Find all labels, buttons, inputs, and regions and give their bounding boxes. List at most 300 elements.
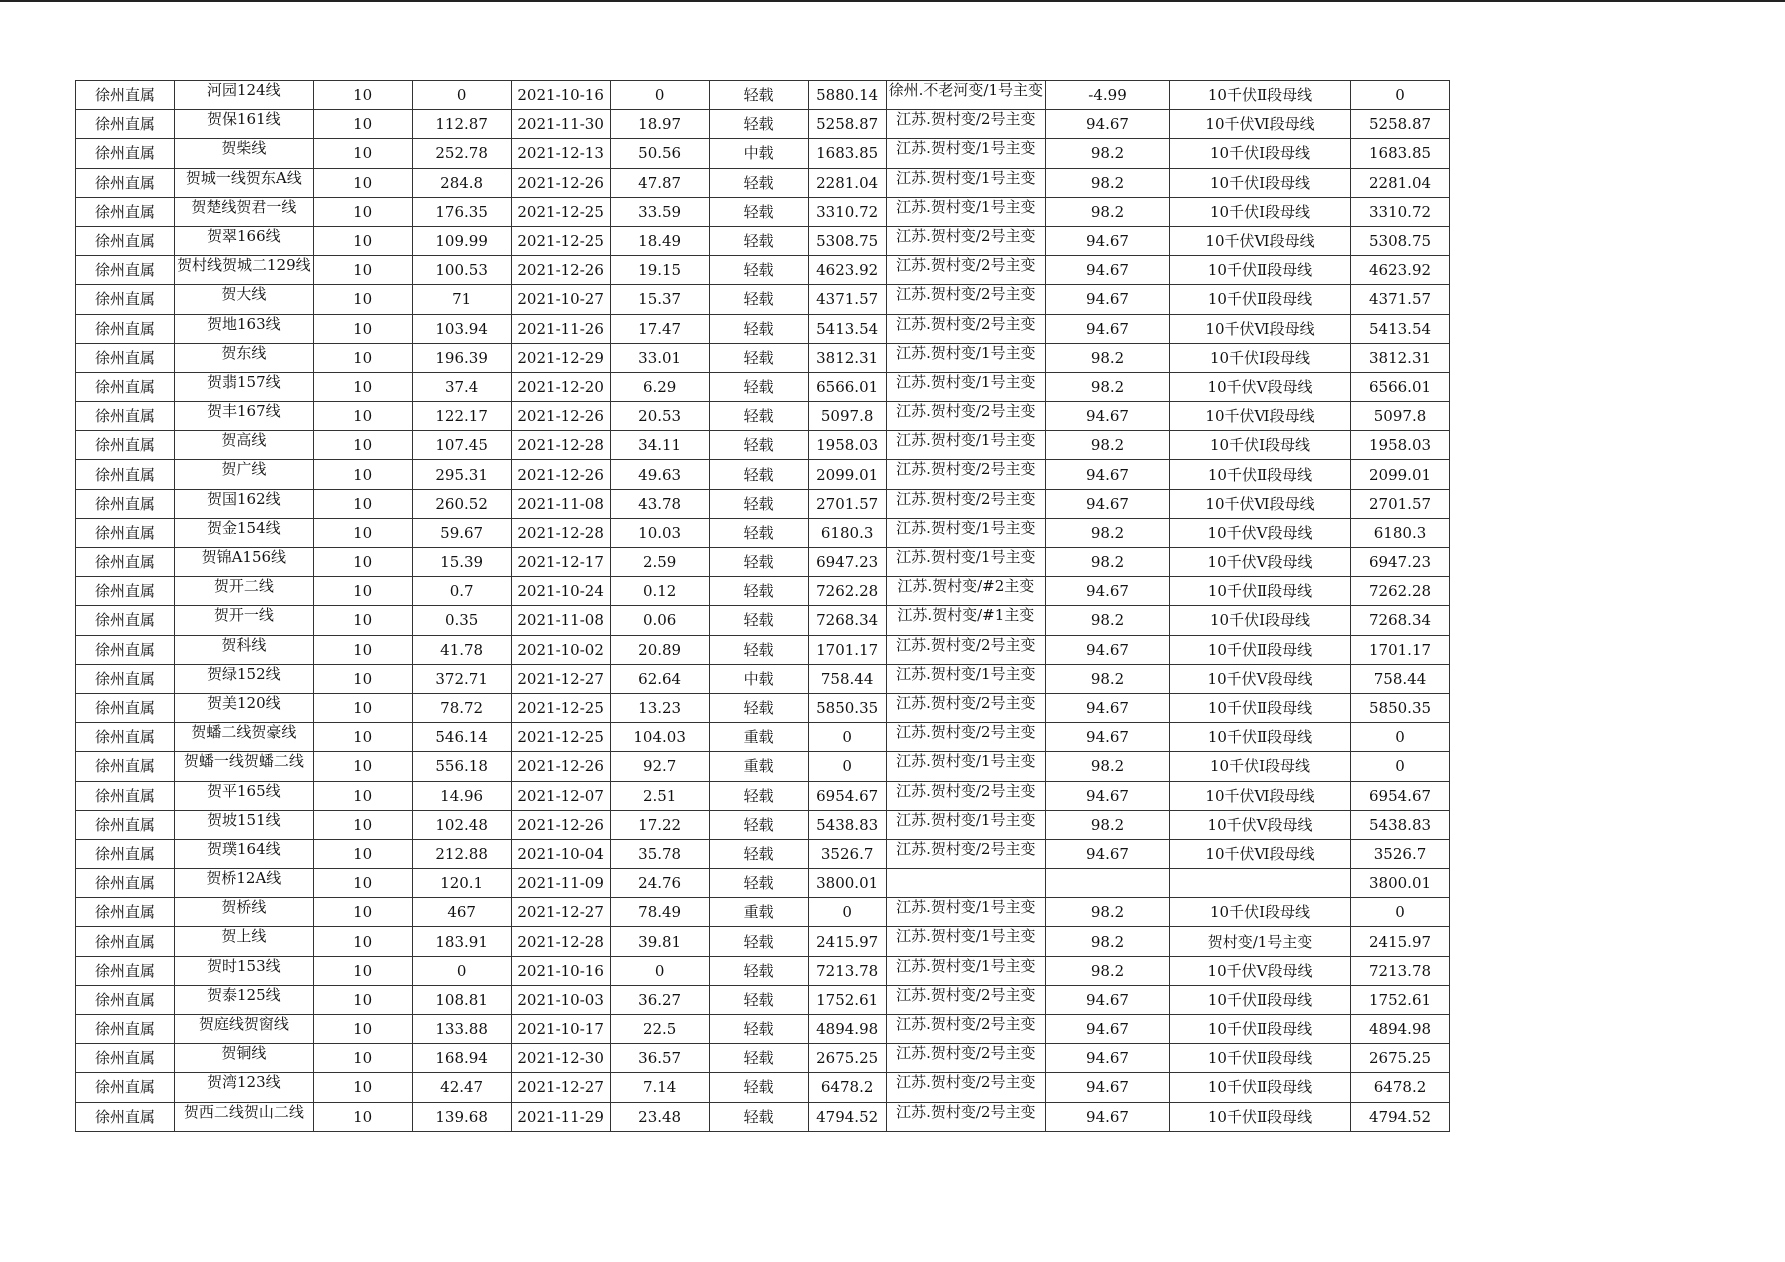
cell-bus: 10千伏Ⅵ段母线 [1170, 781, 1351, 810]
cell-remaining-capacity: 5258.87 [808, 110, 886, 139]
cell-load-level: 轻载 [709, 402, 808, 431]
cell-load-level: 轻载 [709, 110, 808, 139]
cell-load-rate: 43.78 [610, 489, 709, 518]
cell-load-rate: 23.48 [610, 1102, 709, 1131]
cell-unit: 徐州直属 [76, 869, 175, 898]
table-row [76, 489, 1450, 518]
cell-remaining-capacity: 3526.7 [808, 839, 886, 868]
cell-bus-remaining-capacity: 1683.85 [1351, 139, 1450, 168]
cell-unit: 徐州直属 [76, 693, 175, 722]
cell-line: 贺时153线 [175, 956, 314, 985]
cell-date: 2021-12-27 [511, 664, 610, 693]
cell-max-load: 0 [412, 956, 511, 985]
cell-bus-remaining-capacity: 4623.92 [1351, 256, 1450, 285]
cell-date: 2021-10-16 [511, 81, 610, 110]
table-row [76, 285, 1450, 314]
cell-load-level: 轻载 [709, 256, 808, 285]
cell-remaining-capacity: 2675.25 [808, 1044, 886, 1073]
cell-voltage: 10 [313, 869, 412, 898]
cell-load-rate: 10.03 [610, 518, 709, 547]
cell-max-load: 196.39 [412, 343, 511, 372]
cell-load-rate: 36.27 [610, 985, 709, 1014]
cell-bus: 10千伏Ⅱ段母线 [1170, 1102, 1351, 1131]
cell-max-load: 0.7 [412, 577, 511, 606]
cell-remaining-capacity: 2281.04 [808, 168, 886, 197]
cell-remaining-capacity: 5438.83 [808, 810, 886, 839]
cell-max-load: 139.68 [412, 1102, 511, 1131]
cell-voltage: 10 [313, 110, 412, 139]
cell-load-level: 轻载 [709, 81, 808, 110]
cell-bus-remaining-capacity: 2701.57 [1351, 489, 1450, 518]
cell-remaining-capacity: 1752.61 [808, 985, 886, 1014]
cell-transformer-capacity: 94.67 [1046, 781, 1170, 810]
cell-line: 贺东线 [175, 343, 314, 372]
cell-date: 2021-10-04 [511, 839, 610, 868]
cell-bus-remaining-capacity: 2099.01 [1351, 460, 1450, 489]
cell-bus: 10千伏Ⅱ段母线 [1170, 577, 1351, 606]
cell-voltage: 10 [313, 781, 412, 810]
cell-max-load: 0.35 [412, 606, 511, 635]
cell-line: 贺翡157线 [175, 372, 314, 401]
cell-transformer: 江苏.贺村变/1号主变 [886, 197, 1045, 226]
table-row [76, 372, 1450, 401]
cell-unit: 徐州直属 [76, 839, 175, 868]
cell-transformer-capacity: 94.67 [1046, 723, 1170, 752]
cell-transformer-capacity: 94.67 [1046, 402, 1170, 431]
cell-max-load: 467 [412, 898, 511, 927]
cell-date: 2021-12-26 [511, 810, 610, 839]
table-row [76, 402, 1450, 431]
cell-bus-remaining-capacity: 5413.54 [1351, 314, 1450, 343]
table-row [76, 548, 1450, 577]
cell-load-level: 轻载 [709, 1073, 808, 1102]
cell-max-load: 42.47 [412, 1073, 511, 1102]
cell-transformer-capacity: 98.2 [1046, 927, 1170, 956]
cell-load-level: 轻载 [709, 985, 808, 1014]
cell-line: 贺开二线 [175, 577, 314, 606]
cell-transformer: 江苏.贺村变/2号主变 [886, 489, 1045, 518]
table-row [76, 1044, 1450, 1073]
cell-voltage: 10 [313, 81, 412, 110]
load-data-table [75, 80, 1450, 1132]
cell-max-load: 102.48 [412, 810, 511, 839]
cell-date: 2021-12-28 [511, 518, 610, 547]
cell-load-rate: 35.78 [610, 839, 709, 868]
table-row [76, 781, 1450, 810]
cell-transformer-capacity: 94.67 [1046, 314, 1170, 343]
cell-unit: 徐州直属 [76, 1044, 175, 1073]
cell-max-load: 212.88 [412, 839, 511, 868]
table-row [76, 927, 1450, 956]
cell-load-level: 轻载 [709, 1102, 808, 1131]
cell-line: 贺保161线 [175, 110, 314, 139]
cell-transformer: 江苏.贺村变/1号主变 [886, 431, 1045, 460]
cell-load-rate: 20.89 [610, 635, 709, 664]
cell-bus: 贺村变/1号主变 [1170, 927, 1351, 956]
cell-load-level: 轻载 [709, 431, 808, 460]
cell-bus: 10千伏Ⅱ段母线 [1170, 1044, 1351, 1073]
cell-load-level: 轻载 [709, 518, 808, 547]
cell-transformer-capacity: 98.2 [1046, 139, 1170, 168]
cell-voltage: 10 [313, 489, 412, 518]
cell-load-rate: 0 [610, 956, 709, 985]
cell-remaining-capacity: 4794.52 [808, 1102, 886, 1131]
cell-line: 贺绿152线 [175, 664, 314, 693]
cell-remaining-capacity: 3800.01 [808, 869, 886, 898]
cell-load-rate: 33.59 [610, 197, 709, 226]
cell-voltage: 10 [313, 1015, 412, 1044]
cell-voltage: 10 [313, 168, 412, 197]
cell-voltage: 10 [313, 752, 412, 781]
cell-load-rate: 39.81 [610, 927, 709, 956]
cell-voltage: 10 [313, 402, 412, 431]
cell-unit: 徐州直属 [76, 1015, 175, 1044]
table-row [76, 1073, 1450, 1102]
table-row [76, 256, 1450, 285]
cell-bus: 10千伏Ⅴ段母线 [1170, 664, 1351, 693]
cell-transformer-capacity: 98.2 [1046, 606, 1170, 635]
cell-line: 贺村线贺城二129线 [175, 256, 314, 285]
cell-voltage: 10 [313, 343, 412, 372]
cell-voltage: 10 [313, 314, 412, 343]
cell-transformer: 江苏.贺村变/1号主变 [886, 664, 1045, 693]
cell-line: 贺西二线贺山二线 [175, 1102, 314, 1131]
cell-remaining-capacity: 4623.92 [808, 256, 886, 285]
cell-max-load: 133.88 [412, 1015, 511, 1044]
cell-transformer-capacity: -4.99 [1046, 81, 1170, 110]
cell-max-load: 37.4 [412, 372, 511, 401]
cell-transformer: 江苏.贺村变/2号主变 [886, 460, 1045, 489]
cell-bus-remaining-capacity: 3526.7 [1351, 839, 1450, 868]
cell-max-load: 295.31 [412, 460, 511, 489]
cell-voltage: 10 [313, 372, 412, 401]
cell-date: 2021-12-25 [511, 723, 610, 752]
cell-load-level: 轻载 [709, 606, 808, 635]
cell-load-rate: 15.37 [610, 285, 709, 314]
cell-bus-remaining-capacity: 3812.31 [1351, 343, 1450, 372]
cell-load-rate: 0.06 [610, 606, 709, 635]
cell-bus-remaining-capacity: 5438.83 [1351, 810, 1450, 839]
cell-max-load: 15.39 [412, 548, 511, 577]
cell-voltage: 10 [313, 985, 412, 1014]
cell-load-rate: 13.23 [610, 693, 709, 722]
cell-transformer-capacity: 94.67 [1046, 635, 1170, 664]
cell-bus: 10千伏Ⅰ段母线 [1170, 197, 1351, 226]
cell-load-level: 轻载 [709, 372, 808, 401]
cell-load-level: 轻载 [709, 489, 808, 518]
cell-max-load: 112.87 [412, 110, 511, 139]
cell-line: 贺城一线贺东A线 [175, 168, 314, 197]
cell-transformer-capacity: 98.2 [1046, 197, 1170, 226]
cell-bus-remaining-capacity: 7262.28 [1351, 577, 1450, 606]
page-top-rule [0, 0, 1785, 2]
cell-transformer: 江苏.贺村变/1号主变 [886, 139, 1045, 168]
cell-line: 贺泰125线 [175, 985, 314, 1014]
cell-transformer-capacity: 98.2 [1046, 343, 1170, 372]
cell-transformer: 江苏.贺村变/2号主变 [886, 723, 1045, 752]
cell-max-load: 107.45 [412, 431, 511, 460]
table-row [76, 343, 1450, 372]
cell-line: 贺蟠二线贺豪线 [175, 723, 314, 752]
cell-voltage: 10 [313, 460, 412, 489]
cell-line: 贺上线 [175, 927, 314, 956]
cell-date: 2021-12-25 [511, 226, 610, 255]
cell-unit: 徐州直属 [76, 110, 175, 139]
table-row [76, 723, 1450, 752]
cell-max-load: 122.17 [412, 402, 511, 431]
table-row [76, 226, 1450, 255]
cell-remaining-capacity: 6566.01 [808, 372, 886, 401]
cell-transformer: 江苏.贺村变/1号主变 [886, 752, 1045, 781]
cell-unit: 徐州直属 [76, 606, 175, 635]
cell-load-rate: 18.49 [610, 226, 709, 255]
table-row [76, 518, 1450, 547]
cell-bus-remaining-capacity: 3310.72 [1351, 197, 1450, 226]
cell-line: 贺科线 [175, 635, 314, 664]
cell-line: 贺广线 [175, 460, 314, 489]
cell-load-level: 轻载 [709, 460, 808, 489]
cell-max-load: 284.8 [412, 168, 511, 197]
table-row [76, 577, 1450, 606]
cell-bus-remaining-capacity: 758.44 [1351, 664, 1450, 693]
cell-load-level: 中载 [709, 664, 808, 693]
cell-bus-remaining-capacity: 1752.61 [1351, 985, 1450, 1014]
cell-transformer-capacity: 94.67 [1046, 1102, 1170, 1131]
cell-date: 2021-10-02 [511, 635, 610, 664]
table-body [76, 81, 1450, 1132]
cell-voltage: 10 [313, 431, 412, 460]
cell-load-rate: 49.63 [610, 460, 709, 489]
cell-load-rate: 17.47 [610, 314, 709, 343]
cell-date: 2021-12-30 [511, 1044, 610, 1073]
cell-date: 2021-11-08 [511, 606, 610, 635]
cell-remaining-capacity: 7213.78 [808, 956, 886, 985]
cell-line: 贺桥12A线 [175, 869, 314, 898]
cell-load-level: 轻载 [709, 781, 808, 810]
cell-remaining-capacity: 6180.3 [808, 518, 886, 547]
cell-remaining-capacity: 0 [808, 723, 886, 752]
table-row [76, 1102, 1450, 1131]
cell-remaining-capacity: 5880.14 [808, 81, 886, 110]
table-row [76, 839, 1450, 868]
cell-bus: 10千伏Ⅱ段母线 [1170, 285, 1351, 314]
cell-load-level: 轻载 [709, 693, 808, 722]
cell-transformer-capacity: 98.2 [1046, 548, 1170, 577]
cell-date: 2021-12-20 [511, 372, 610, 401]
cell-transformer: 江苏.贺村变/2号主变 [886, 226, 1045, 255]
cell-unit: 徐州直属 [76, 956, 175, 985]
cell-max-load: 103.94 [412, 314, 511, 343]
cell-date: 2021-12-25 [511, 197, 610, 226]
table-row [76, 956, 1450, 985]
cell-bus-remaining-capacity: 0 [1351, 752, 1450, 781]
cell-load-rate: 17.22 [610, 810, 709, 839]
cell-line: 贺楚线贺君一线 [175, 197, 314, 226]
cell-bus: 10千伏Ⅱ段母线 [1170, 256, 1351, 285]
cell-remaining-capacity: 758.44 [808, 664, 886, 693]
cell-line: 贺平165线 [175, 781, 314, 810]
cell-date: 2021-12-26 [511, 460, 610, 489]
cell-unit: 徐州直属 [76, 402, 175, 431]
cell-transformer-capacity: 98.2 [1046, 431, 1170, 460]
cell-date: 2021-12-27 [511, 898, 610, 927]
cell-unit: 徐州直属 [76, 1102, 175, 1131]
cell-unit: 徐州直属 [76, 81, 175, 110]
cell-voltage: 10 [313, 635, 412, 664]
cell-voltage: 10 [313, 664, 412, 693]
cell-transformer [886, 869, 1045, 898]
cell-remaining-capacity: 6947.23 [808, 548, 886, 577]
cell-bus: 10千伏Ⅵ段母线 [1170, 314, 1351, 343]
cell-bus: 10千伏Ⅰ段母线 [1170, 168, 1351, 197]
cell-load-level: 轻载 [709, 810, 808, 839]
cell-load-rate: 47.87 [610, 168, 709, 197]
cell-load-level: 轻载 [709, 956, 808, 985]
cell-line: 贺湾123线 [175, 1073, 314, 1102]
cell-bus: 10千伏Ⅵ段母线 [1170, 402, 1351, 431]
cell-bus: 10千伏Ⅰ段母线 [1170, 139, 1351, 168]
cell-unit: 徐州直属 [76, 197, 175, 226]
cell-load-rate: 0 [610, 81, 709, 110]
cell-load-rate: 19.15 [610, 256, 709, 285]
cell-line: 贺柴线 [175, 139, 314, 168]
cell-unit: 徐州直属 [76, 285, 175, 314]
cell-load-level: 轻载 [709, 197, 808, 226]
cell-unit: 徐州直属 [76, 372, 175, 401]
cell-load-rate: 50.56 [610, 139, 709, 168]
cell-line: 贺大线 [175, 285, 314, 314]
cell-max-load: 183.91 [412, 927, 511, 956]
cell-bus: 10千伏Ⅰ段母线 [1170, 898, 1351, 927]
cell-transformer-capacity: 94.67 [1046, 285, 1170, 314]
cell-date: 2021-10-17 [511, 1015, 610, 1044]
cell-load-rate: 62.64 [610, 664, 709, 693]
cell-transformer-capacity: 94.67 [1046, 489, 1170, 518]
cell-date: 2021-11-09 [511, 869, 610, 898]
cell-remaining-capacity: 5097.8 [808, 402, 886, 431]
cell-voltage: 10 [313, 226, 412, 255]
cell-date: 2021-12-25 [511, 693, 610, 722]
cell-bus: 10千伏Ⅱ段母线 [1170, 693, 1351, 722]
cell-date: 2021-12-26 [511, 402, 610, 431]
cell-bus: 10千伏Ⅱ段母线 [1170, 1015, 1351, 1044]
cell-bus-remaining-capacity: 1701.17 [1351, 635, 1450, 664]
cell-bus [1170, 869, 1351, 898]
cell-remaining-capacity: 2415.97 [808, 927, 886, 956]
cell-bus-remaining-capacity: 6180.3 [1351, 518, 1450, 547]
cell-max-load: 260.52 [412, 489, 511, 518]
cell-remaining-capacity: 7262.28 [808, 577, 886, 606]
cell-bus-remaining-capacity: 5308.75 [1351, 226, 1450, 255]
cell-transformer: 江苏.贺村变/1号主变 [886, 168, 1045, 197]
cell-remaining-capacity: 0 [808, 752, 886, 781]
cell-bus: 10千伏Ⅴ段母线 [1170, 956, 1351, 985]
cell-transformer: 江苏.贺村变/2号主变 [886, 781, 1045, 810]
table-row [76, 664, 1450, 693]
cell-date: 2021-11-26 [511, 314, 610, 343]
cell-line: 贺国162线 [175, 489, 314, 518]
cell-unit: 徐州直属 [76, 723, 175, 752]
cell-remaining-capacity: 3812.31 [808, 343, 886, 372]
cell-load-rate: 2.51 [610, 781, 709, 810]
cell-voltage: 10 [313, 606, 412, 635]
cell-bus: 10千伏Ⅴ段母线 [1170, 548, 1351, 577]
cell-load-rate: 7.14 [610, 1073, 709, 1102]
cell-bus-remaining-capacity: 2281.04 [1351, 168, 1450, 197]
cell-transformer: 江苏.贺村变/#1主变 [886, 606, 1045, 635]
cell-unit: 徐州直属 [76, 635, 175, 664]
cell-transformer-capacity: 94.67 [1046, 460, 1170, 489]
cell-load-rate: 0.12 [610, 577, 709, 606]
cell-unit: 徐州直属 [76, 577, 175, 606]
cell-date: 2021-12-17 [511, 548, 610, 577]
cell-transformer: 江苏.贺村变/2号主变 [886, 1044, 1045, 1073]
cell-voltage: 10 [313, 1073, 412, 1102]
cell-transformer: 江苏.贺村变/2号主变 [886, 839, 1045, 868]
cell-date: 2021-12-07 [511, 781, 610, 810]
cell-voltage: 10 [313, 139, 412, 168]
cell-bus-remaining-capacity: 5850.35 [1351, 693, 1450, 722]
cell-remaining-capacity: 1958.03 [808, 431, 886, 460]
cell-load-level: 轻载 [709, 168, 808, 197]
cell-transformer: 江苏.贺村变/2号主变 [886, 985, 1045, 1014]
cell-date: 2021-12-28 [511, 431, 610, 460]
cell-line: 贺高线 [175, 431, 314, 460]
cell-load-level: 重载 [709, 898, 808, 927]
cell-unit: 徐州直属 [76, 226, 175, 255]
cell-max-load: 176.35 [412, 197, 511, 226]
cell-max-load: 108.81 [412, 985, 511, 1014]
cell-load-level: 中载 [709, 139, 808, 168]
cell-date: 2021-12-29 [511, 343, 610, 372]
cell-unit: 徐州直属 [76, 460, 175, 489]
table-row [76, 810, 1450, 839]
cell-transformer: 江苏.贺村变/1号主变 [886, 343, 1045, 372]
cell-max-load: 372.71 [412, 664, 511, 693]
cell-remaining-capacity: 7268.34 [808, 606, 886, 635]
cell-bus-remaining-capacity: 4794.52 [1351, 1102, 1450, 1131]
cell-bus-remaining-capacity: 4894.98 [1351, 1015, 1450, 1044]
cell-bus-remaining-capacity: 2675.25 [1351, 1044, 1450, 1073]
cell-bus: 10千伏Ⅰ段母线 [1170, 431, 1351, 460]
cell-remaining-capacity: 6478.2 [808, 1073, 886, 1102]
cell-bus: 10千伏Ⅴ段母线 [1170, 518, 1351, 547]
cell-line: 贺璞164线 [175, 839, 314, 868]
cell-voltage: 10 [313, 1044, 412, 1073]
cell-voltage: 10 [313, 285, 412, 314]
cell-line: 贺翠166线 [175, 226, 314, 255]
cell-date: 2021-12-27 [511, 1073, 610, 1102]
cell-load-level: 重载 [709, 752, 808, 781]
cell-remaining-capacity: 3310.72 [808, 197, 886, 226]
cell-bus: 10千伏Ⅱ段母线 [1170, 1073, 1351, 1102]
cell-voltage: 10 [313, 518, 412, 547]
cell-remaining-capacity: 1683.85 [808, 139, 886, 168]
cell-transformer: 徐州.不老河变/1号主变 [886, 81, 1045, 110]
cell-transformer: 江苏.贺村变/2号主变 [886, 285, 1045, 314]
cell-transformer-capacity: 94.67 [1046, 985, 1170, 1014]
cell-transformer-capacity: 98.2 [1046, 372, 1170, 401]
cell-unit: 徐州直属 [76, 343, 175, 372]
cell-bus: 10千伏Ⅰ段母线 [1170, 343, 1351, 372]
cell-bus-remaining-capacity: 2415.97 [1351, 927, 1450, 956]
cell-transformer: 江苏.贺村变/2号主变 [886, 402, 1045, 431]
cell-date: 2021-10-16 [511, 956, 610, 985]
cell-bus: 10千伏Ⅵ段母线 [1170, 226, 1351, 255]
cell-line: 贺庭线贺窗线 [175, 1015, 314, 1044]
cell-unit: 徐州直属 [76, 781, 175, 810]
cell-load-rate: 18.97 [610, 110, 709, 139]
